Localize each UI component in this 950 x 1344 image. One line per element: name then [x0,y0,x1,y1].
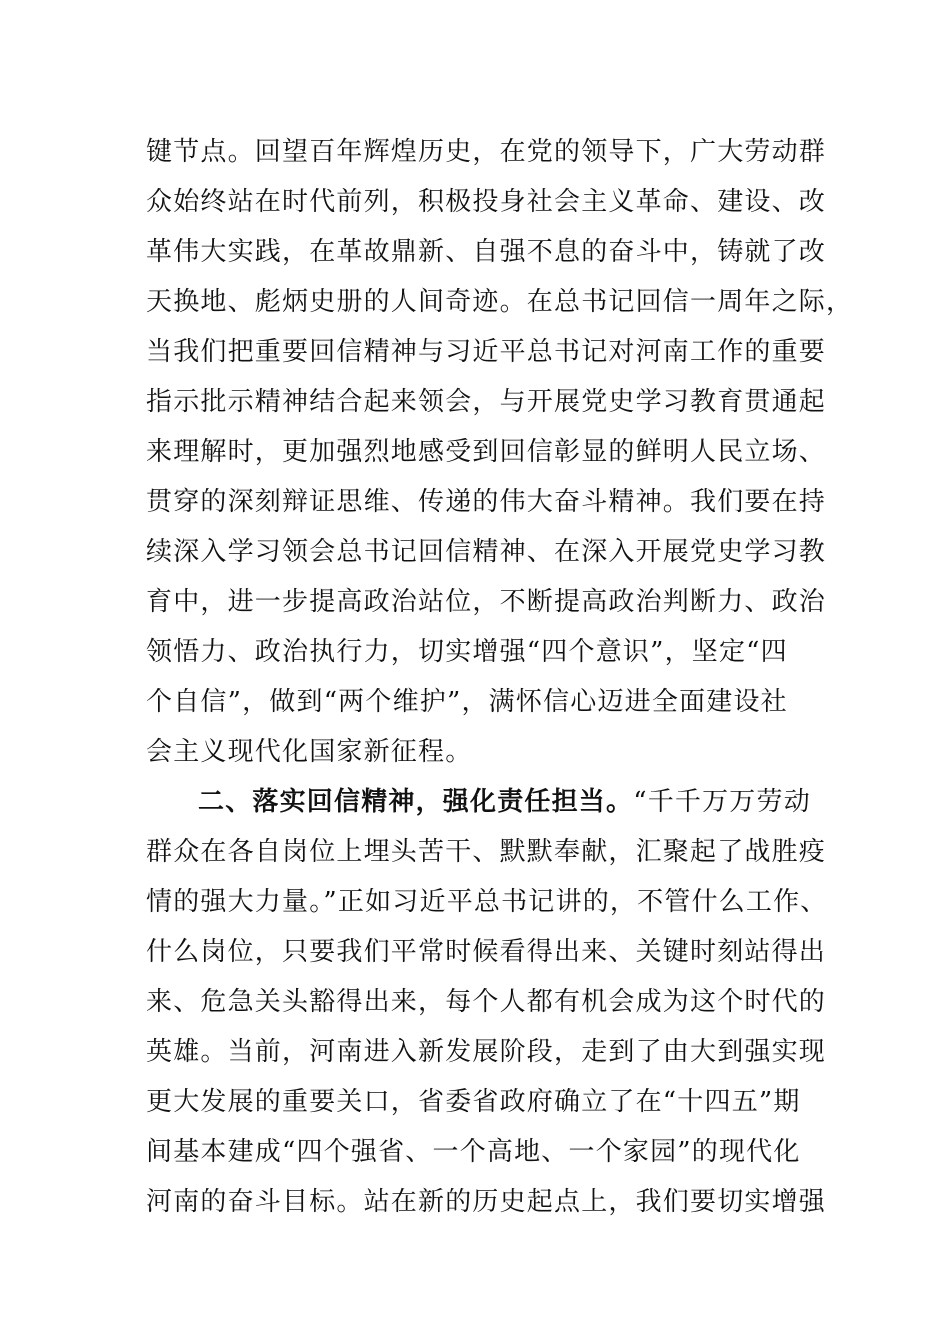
text-line: 革伟大实践，在革故鼎新、自强不息的奋斗中，铸就了改 [146,237,827,267]
text-line: 续深入学习领会总书记回信精神、在深入开展党史学习教 [146,537,827,567]
section-heading-continuation: “千千万万劳动 [633,787,811,817]
text-line: 情的强大力量。”正如习近平总书记讲的，不管什么工作、 [146,887,828,917]
document-body [146,127,854,1227]
text-line: 来、危急关头豁得出来，每个人都有机会成为这个时代的 [146,987,827,1017]
text-line: 更大发展的重要关口，省委省政府确立了在“十四五”期 [146,1087,801,1117]
section-heading: 二、落实回信精神，强化责任担当。 [198,787,634,817]
text-line: 会主义现代化国家新征程。 [146,737,473,767]
text-line: 领悟力、政治执行力，切实增强“四个意识”，坚定“四 [146,637,788,667]
text-line: 键节点。回望百年辉煌历史，在党的领导下，广大劳动群 [146,137,827,167]
text-line: 天换地、彪炳史册的人间奇迹。在总书记回信一周年之际， [146,287,854,317]
text-line: 众始终站在时代前列，积极投身社会主义革命、建设、改 [146,187,827,217]
text-line: 贯穿的深刻辩证思维、传递的伟大奋斗精神。我们要在持 [146,487,827,517]
text-line: 指示批示精神结合起来领会，与开展党史学习教育贯通起 [146,387,827,417]
text-line: 间基本建成“四个强省、一个高地、一个家园”的现代化 [146,1137,801,1167]
text-line: 群众在各自岗位上埋头苦干、默默奉献，汇聚起了战胜疫 [146,837,827,867]
text-line: 育中，进一步提高政治站位，不断提高政治判断力、政治 [146,587,827,617]
text-line: 来理解时，更加强烈地感受到回信彰显的鲜明人民立场、 [146,437,827,467]
text-line: 什么岗位，只要我们平常时候看得出来、关键时刻站得出 [146,937,827,967]
text-line: 当我们把重要回信精神与习近平总书记对河南工作的重要 [146,337,827,367]
section-heading-line [146,777,826,827]
text-line: 英雄。当前，河南进入新发展阶段，走到了由大到强实现 [146,1037,827,1067]
text-line: 河南的奋斗目标。站在新的历史起点上，我们要切实增强 [146,1187,827,1217]
text-line: 个自信”，做到“两个维护”，满怀信心迈进全面建设社 [146,687,788,717]
